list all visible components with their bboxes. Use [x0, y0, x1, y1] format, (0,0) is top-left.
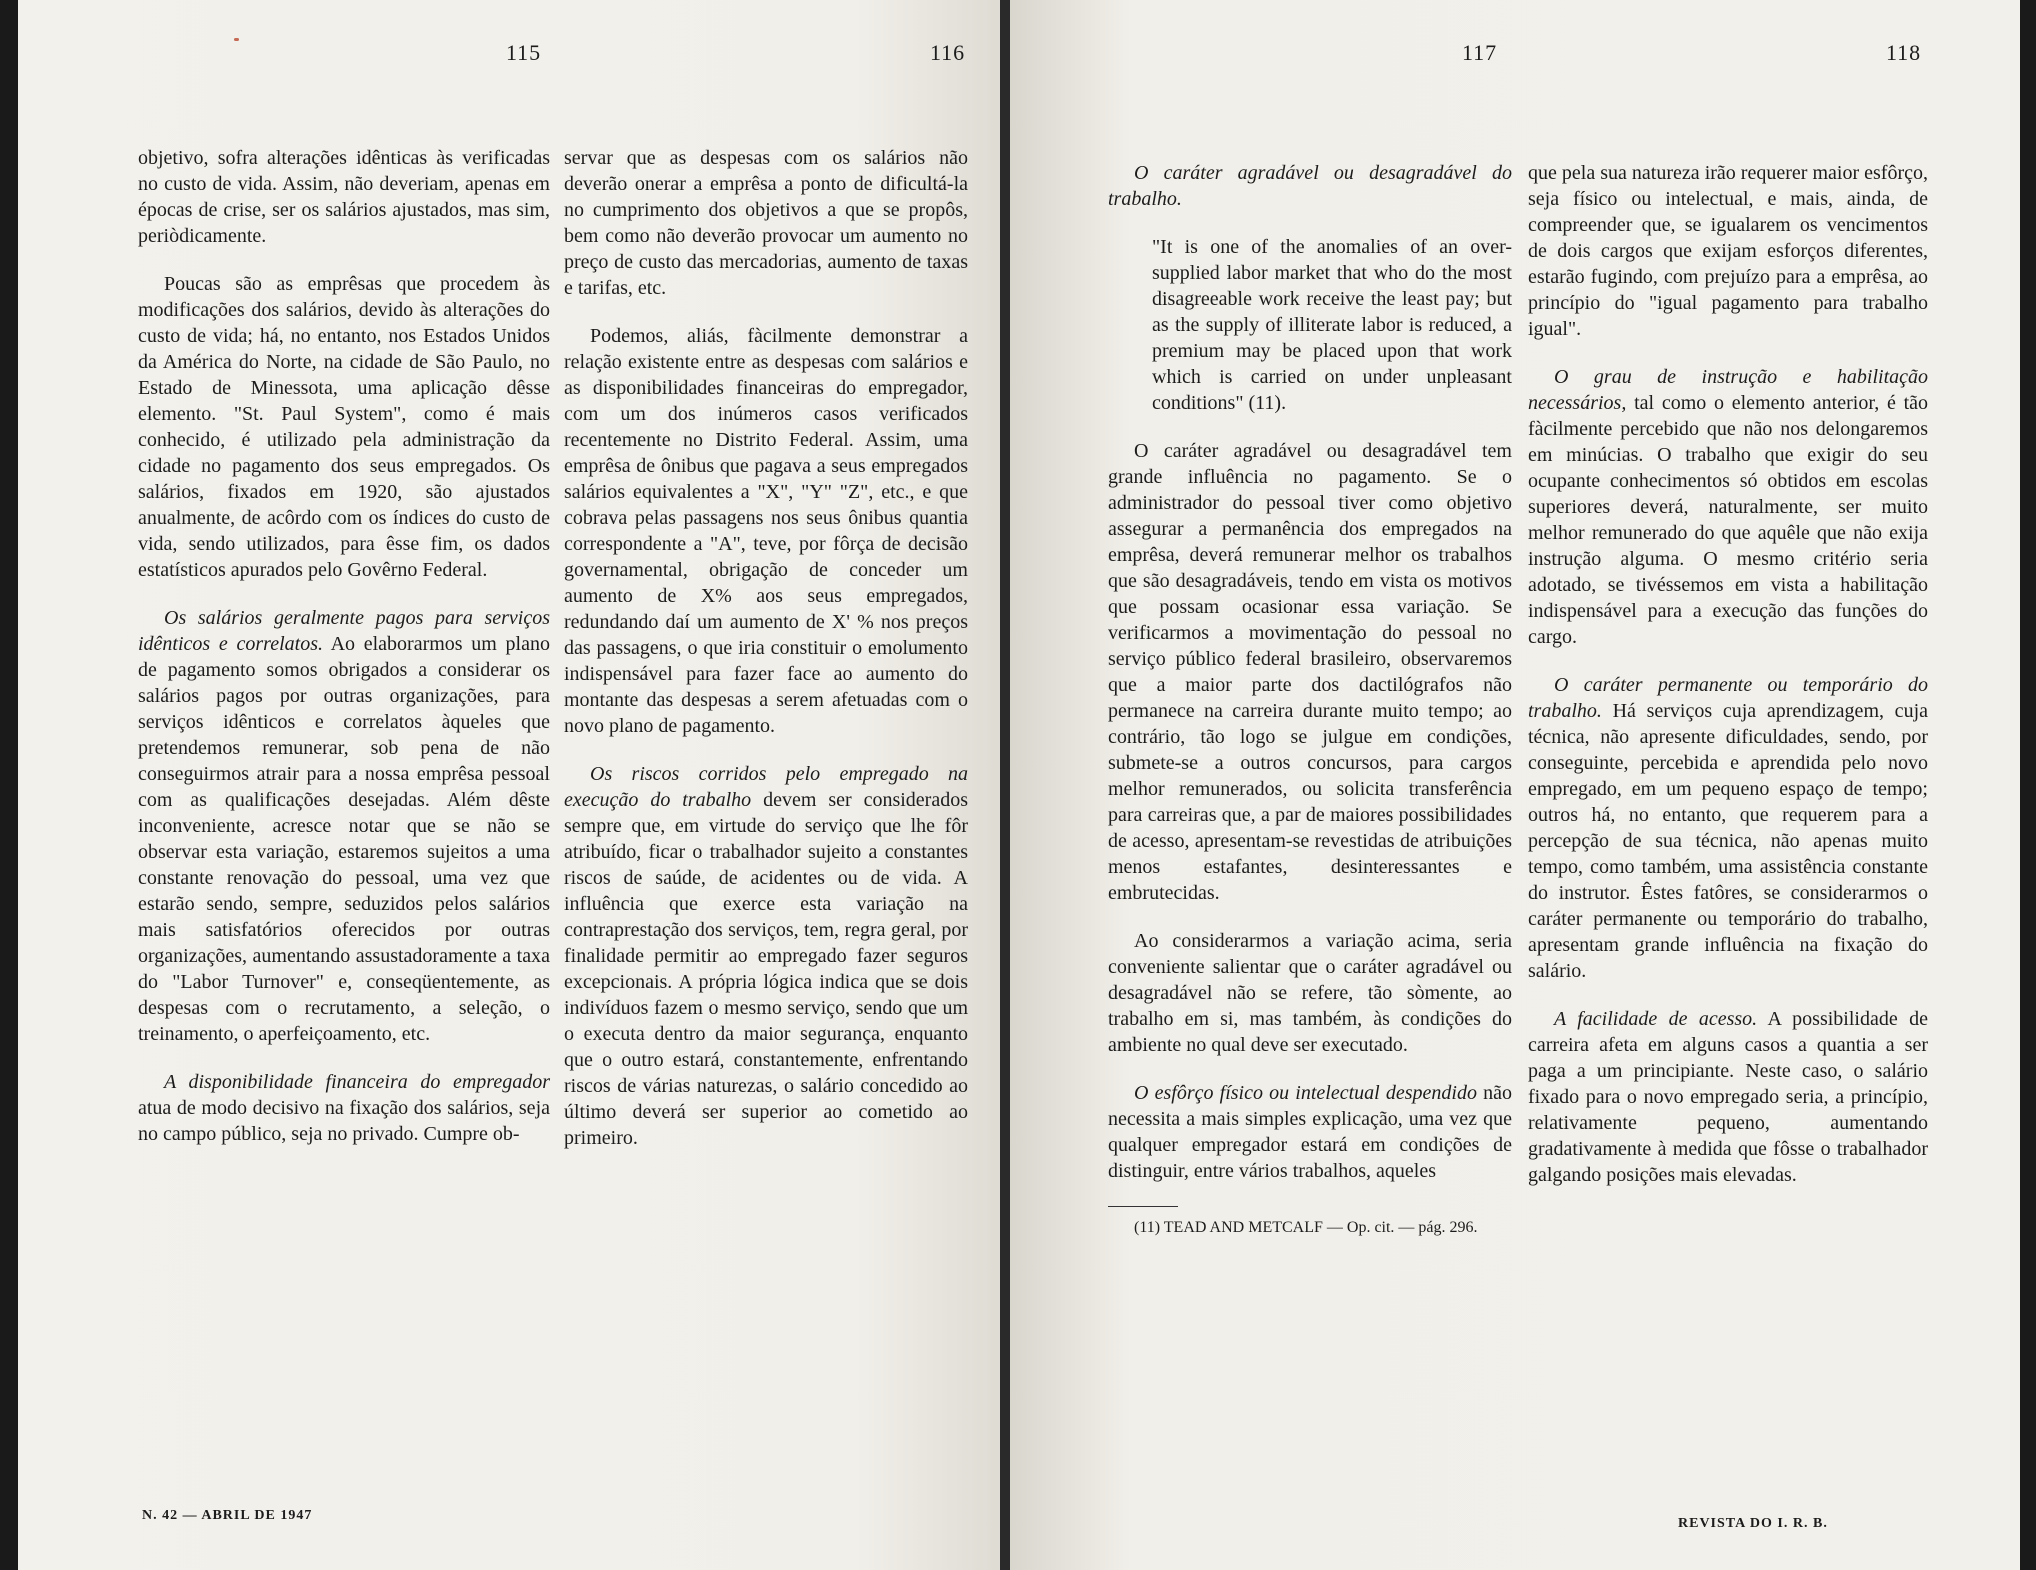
paragraph [1528, 1006, 1928, 1188]
paragraph: objetivo, sofra alterações idênticas às verificadas no custo de vida. Assim, não deveriam, apenas em épocas de crise, ser os salários ajustados, mas sim, periòdicamente. [138, 147, 550, 247]
italic-heading: O caráter agradável ou desagradável do trabalho. [1108, 162, 1512, 210]
paragraph [138, 605, 550, 1047]
ink-spot [234, 38, 239, 41]
running-footer-left: N. 42 — ABRIL DE 1947 [142, 1508, 313, 1523]
paragraph-text: tal como o elemento anterior, é tão fàcilmente percebido que não nos delongaremos em minúcias. O trabalho que exigir do seu ocupante conhecimentos só obtidos em escolas superiores deverá, naturalmente, ser muito melhor remunerado do que aquêle que não exija instrução alguma. O mesmo critério seria adotado, se tivéssemos em vista a habilitação indispensável para a execução das funções do cargo. [1528, 392, 1928, 648]
paragraph-text: atua de modo decisivo na fixação dos salários, seja no campo público, seja no privado. Cumpre ob- [138, 1097, 550, 1145]
paragraph [564, 761, 968, 1151]
paragraph: Podemos, aliás, fàcilmente demonstrar a relação existente entre as despesas com salários e as disponibilidades financeiras do empregador, com um dos inúmeros casos verificados recentemente no Distrito Federal. Assim, uma emprêsa de ônibus que pagava a seus empregados salários equivalentes a "X", "Y" "Z", etc., e que cobrava pelas passagens nos seus ônibus quantia correspondente a "A", teve, por fôrça de decisão governamental, obrigação de conceder um aumento de X% aos seus empregados, redundando daí um aumento de X' % nos preços das passagens, o que iria constituir o emolumento indispensável para fazer face ao aumento do montante das despesas a serem afetuadas com o novo plano de pagamento. [564, 325, 968, 737]
paragraph: Ao considerarmos a variação acima, seria conveniente salientar que o caráter agradável ou desagradável não se refere, tão sòmente, ao trabalho em si, mas também, às condições do ambiente no qual deve ser executado. [1108, 930, 1512, 1056]
left-column-2 [564, 145, 968, 1173]
paragraph [138, 1069, 550, 1147]
paragraph-text: não necessita a mais simples explicação, uma vez que qualquer empregador estará em condições de distinguir, entre vários trabalhos, aqueles [1108, 1082, 1512, 1182]
paragraph: que pela sua natureza irão requerer maior esfôrço, seja físico ou intelectual, e mais, ainda, de compreender que, se igualarem os vencimentos de dois cargos que exijam esforços diferentes, estarão fugindo, com prejuízo para a emprêsa, ao princípio do "igual pagamento para trabalho igual". [1528, 162, 1928, 340]
italic-heading: O esfôrço físico ou intelectual despendido [1134, 1082, 1477, 1104]
left-column-1 [138, 145, 550, 1169]
paragraph [1528, 672, 1928, 984]
paragraph-text: devem ser considerados sempre que, em virtude do serviço que lhe fôr atribuído, ficar o trabalhador sujeito a constantes riscos de saúde, de acidentes ou de vida. A influência que exerce esta variação na contraprestação dos serviços, tem, regra geral, por finalidade permitir ao empregado fazer seguros excepcionais. A própria lógica indica que se dois indivíduos fazem o mesmo serviço, sendo que um o executa dentro da maior segurança, enquanto que o outro estará, constantemente, enfrentando riscos de várias naturezas, o salário concedido ao último deverá ser superior ao cometido ao primeiro. [564, 789, 969, 1149]
paragraph: O caráter agradável ou desagradável tem grande influência no pagamento. Se o administrador do pessoal tiver como objetivo assegurar a permanência dos empregados na emprêsa, deverá remunerar melhor os trabalhos que são desagradáveis, tendo em vista os motivos que possam ocasionar essa variação. Se verificarmos a movimentação do pessoal no serviço público federal brasileiro, observaremos que a maior parte dos dactilógrafos não permanece na carreira durante muito tempo; ao contrário, tão logo se julgue em condições, submete-se a outros concursos, para cargos melhor remunerados, ou solicita transferência para carreiras que, a par de maiores possibilidades de acesso, apresentam-se revestidas de atribuições menos estafantes, desinteressantes e embrutecidas. [1108, 440, 1512, 904]
paragraph [1528, 364, 1928, 650]
italic-heading: O grau de instrução e habilitação necessários, [1528, 366, 1928, 414]
paragraph [1108, 160, 1512, 212]
block-quote: "It is one of the anomalies of an over-supplied labor market that who do the most disagreeable work receive the least pay; but as the supply of illiterate labor is reduced, a premium may be placed upon that work which is carried on under unpleasant conditions" (11). [1152, 236, 1512, 414]
paragraph: Poucas são as emprêsas que procedem às modificações dos salários, devido às alterações do custo de vida; há, no entanto, nos Estados Unidos da América do Norte, na cidade de São Paulo, no Estado de Minessota, uma aplicação dêsse elemento. "St. Paul System", como é mais conhecido, é utilizado pela administração da cidade no pagamento dos seus empregados. Os salários, fixados em 1920, são ajustados anualmente, de acôrdo com os índices do custo de vida, sendo utilizados, para êsse fim, os dados estatísticos apurados pelo Govêrno Federal. [138, 273, 550, 581]
paragraph [1108, 1080, 1512, 1184]
page-number-118: 118 [1886, 40, 1922, 65]
paragraph-text: Há serviços cuja aprendizagem, cuja técnica, não apresente dificuldades, sendo, por conseguinte, percebida e aprendida pelo novo empregado, em um pequeno espaço de tempo; outros há, no entanto, que requerem para a percepção de sua técnica, não apenas muito tempo, como também, uma assistência constante do instrutor. Êstes fatôres, se considerarmos o caráter permanente ou temporário do trabalho, apresentam grande influência na fixação do salário. [1528, 700, 1928, 982]
italic-heading: Os salários geralmente pagos para serviços idênticos e correlatos. [138, 607, 550, 655]
page-number-116: 116 [930, 40, 966, 65]
paragraph-text: A possibilidade de carreira afeta em alguns casos a quantia a ser paga a um principiante. Neste caso, o salário fixado para o novo empregado seria, a princípio, relativamente pequeno, aumentando gradativamente à medida que fôsse o trabalhador galgando posições mais elevadas. [1528, 1008, 1928, 1186]
italic-heading: A facilidade de acesso. [1554, 1008, 1758, 1030]
paragraph-text: Ao elaborarmos um plano de pagamento somos obrigados a considerar os salários pagos por outras organizações, para serviços idênticos e correlatos àqueles que pretendemos remunerar, sob pena de não conseguirmos atrair para a nossa emprêsa pessoal com as qualificações desejadas. Além dêste inconveniente, acresce notar que se não se observar esta variação, estaremos sujeitos a uma constante renovação do pessoal, uma vez que estarão sendo, sempre, seduzidos pelos salários mais satisfatórios oferecidos por outras organizações, aumentando assustadoramente a taxa do "Labor Turnover" e, conseqüentemente, as despesas com o recrutamento, a seleção, o treinamento, o aperfeiçoamento, etc. [138, 633, 550, 1045]
italic-heading: A disponibilidade financeira do empregador [164, 1071, 550, 1093]
running-footer-right: REVISTA DO I. R. B. [1678, 1516, 1828, 1531]
italic-heading: O caráter permanente ou temporário do trabalho. [1528, 674, 1928, 722]
footnote: (11) TEAD AND METCALF — Op. cit. — pág. 296. [1134, 1219, 1478, 1236]
right-column-1 [1108, 160, 1512, 1260]
left-page [18, 0, 1004, 1570]
page-number-115: 115 [506, 40, 542, 65]
right-page [1010, 0, 2020, 1570]
footnote-rule [1108, 1206, 1178, 1207]
italic-heading: Os riscos corridos pelo empregado na execução do trabalho [564, 763, 968, 811]
page-number-117: 117 [1462, 40, 1498, 65]
right-column-2 [1528, 160, 1928, 1210]
paragraph: servar que as despesas com os salários não deverão onerar a emprêsa a ponto de dificultá-la no cumprimento dos objetivos a que se propôs, bem como não deverão provocar um aumento no preço de custo das mercadorias, aumento de taxas e tarifas, etc. [564, 147, 968, 299]
